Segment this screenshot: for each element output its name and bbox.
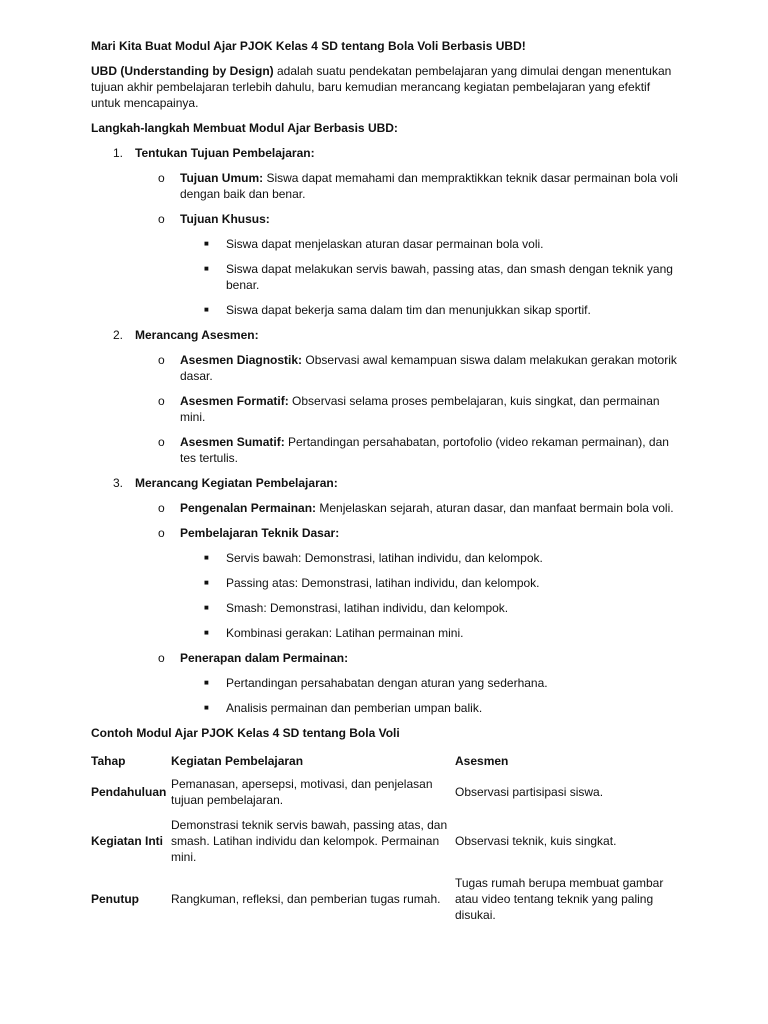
list-item [91,170,681,202]
square-bullet-icon: ■ [204,305,209,314]
item-text: Siswa dapat menjelaskan aturan dasar permainan bola voli. [226,237,544,251]
circle-bullet-icon: o [158,435,165,449]
table-row [91,812,686,870]
square-bullet-icon: ■ [204,239,209,248]
table-cell: Kegiatan Inti [91,834,164,848]
item-text: Pertandingan persahabatan dengan aturan yang sederhana. [226,676,548,690]
list-item [91,302,681,318]
list-item [91,700,681,716]
column-header: Asesmen [455,754,509,768]
list-item [91,434,681,466]
item-text: Menjelaskan sejarah, aturan dasar, dan manfaat bermain bola voli. [316,501,674,515]
circle-bullet-icon: o [158,526,165,540]
table-cell: Observasi partisipasi siswa. [455,785,604,799]
list-item [91,675,681,691]
table-cell: Penutup [91,892,139,906]
item-label: Asesmen Sumatif: [180,435,285,449]
intro-term: UBD (Understanding by Design) [91,64,274,78]
list-item [91,236,681,252]
item-text: Siswa dapat bekerja sama dalam tim dan menunjukkan sikap sportif. [226,303,591,317]
table-cell: Observasi teknik, kuis singkat. [455,834,617,848]
table-cell: Rangkuman, refleksi, dan pemberian tugas rumah. [171,892,441,906]
step-3 [91,475,681,491]
list-item [91,625,681,641]
step-title: Merancang Kegiatan Pembelajaran: [135,476,338,490]
column-header: Tahap [91,754,126,768]
list-item [91,600,681,616]
item-label: Pembelajaran Teknik Dasar: [180,526,340,540]
circle-bullet-icon: o [158,651,165,665]
item-label: Asesmen Formatif: [180,394,289,408]
item-text: Servis bawah: Demonstrasi, latihan individu, dan kelompok. [226,551,543,565]
column-header: Kegiatan Pembelajaran [171,754,304,768]
circle-bullet-icon: o [158,171,165,185]
step-title: Tentukan Tujuan Pembelajaran: [135,146,315,160]
list-item [91,650,681,666]
item-text: Passing atas: Demonstrasi, latihan individu, dan kelompok. [226,576,540,590]
step-title: Merancang Asesmen: [135,328,259,342]
item-label: Asesmen Diagnostik: [180,353,303,367]
table-cell: Pendahuluan [91,785,167,799]
table-title: Contoh Modul Ajar PJOK Kelas 4 SD tentang Bola Voli [91,726,400,740]
item-text: Smash: Demonstrasi, latihan individu, dan kelompok. [226,601,509,615]
list-item [91,550,681,566]
step-2 [91,327,681,343]
table-cell: Pemanasan, apersepsi, motivasi, dan penjelasan tujuan pembelajaran. [171,777,433,807]
table-header-row [91,750,686,772]
table-cell: Tugas rumah berupa membuat gambar atau video tentang teknik yang paling disukai. [455,876,664,922]
item-text: Observasi selama proses pembelajaran, kuis singkat, dan permainan mini. [180,394,660,424]
list-item [91,261,681,293]
list-item [91,352,681,384]
list-item [91,393,681,425]
square-bullet-icon: ■ [204,703,209,712]
item-text: Pertandingan persahabatan, portofolio (video rekaman permainan), dan tes tertulis. [180,435,669,465]
circle-bullet-icon: o [158,212,165,226]
step-number: 2. [113,328,124,342]
square-bullet-icon: ■ [204,264,209,273]
intro-text: adalah suatu pendekatan pembelajaran yang dimulai dengan menentukan tujuan akhir pembelajaran terlebih dahulu, baru kemudian merancang kegiatan pembelajaran yang efektif untuk mencapainya. [91,64,672,110]
item-text: Kombinasi gerakan: Latihan permainan mini. [226,626,464,640]
document-page [91,38,681,928]
item-text: Observasi awal kemampuan siswa dalam melakukan gerakan motorik dasar. [180,353,677,383]
square-bullet-icon: ■ [204,678,209,687]
circle-bullet-icon: o [158,353,165,367]
item-label: Tujuan Khusus: [180,212,270,226]
step-number: 1. [113,146,124,160]
list-item [91,575,681,591]
step-1 [91,145,681,161]
intro-paragraph [91,63,681,111]
step-number: 3. [113,476,124,490]
list-item [91,211,681,227]
square-bullet-icon: ■ [204,628,209,637]
item-label: Penerapan dalam Permainan: [180,651,349,665]
table-cell: Demonstrasi teknik servis bawah, passing atas, dan smash. Latihan individu dan kelompok. Permainan mini. [171,818,448,864]
list-item [91,525,681,541]
circle-bullet-icon: o [158,501,165,515]
item-label: Tujuan Umum: [180,171,264,185]
square-bullet-icon: ■ [204,603,209,612]
item-text: Siswa dapat melakukan servis bawah, passing atas, dan smash dengan teknik yang benar. [226,262,673,292]
item-label: Pengenalan Permainan: [180,501,317,515]
circle-bullet-icon: o [158,394,165,408]
item-text: Analisis permainan dan pemberian umpan balik. [226,701,483,715]
table-row [91,870,686,928]
table-row [91,772,686,812]
item-text: Siswa dapat memahami dan mempraktikkan teknik dasar permainan bola voli dengan baik dan benar. [180,171,678,201]
square-bullet-icon: ■ [204,553,209,562]
document-title: Mari Kita Buat Modul Ajar PJOK Kelas 4 SD tentang Bola Voli Berbasis UBD! [91,39,526,53]
module-table [91,750,686,928]
square-bullet-icon: ■ [204,578,209,587]
steps-heading: Langkah-langkah Membuat Modul Ajar Berbasis UBD: [91,121,398,135]
list-item [91,500,681,516]
